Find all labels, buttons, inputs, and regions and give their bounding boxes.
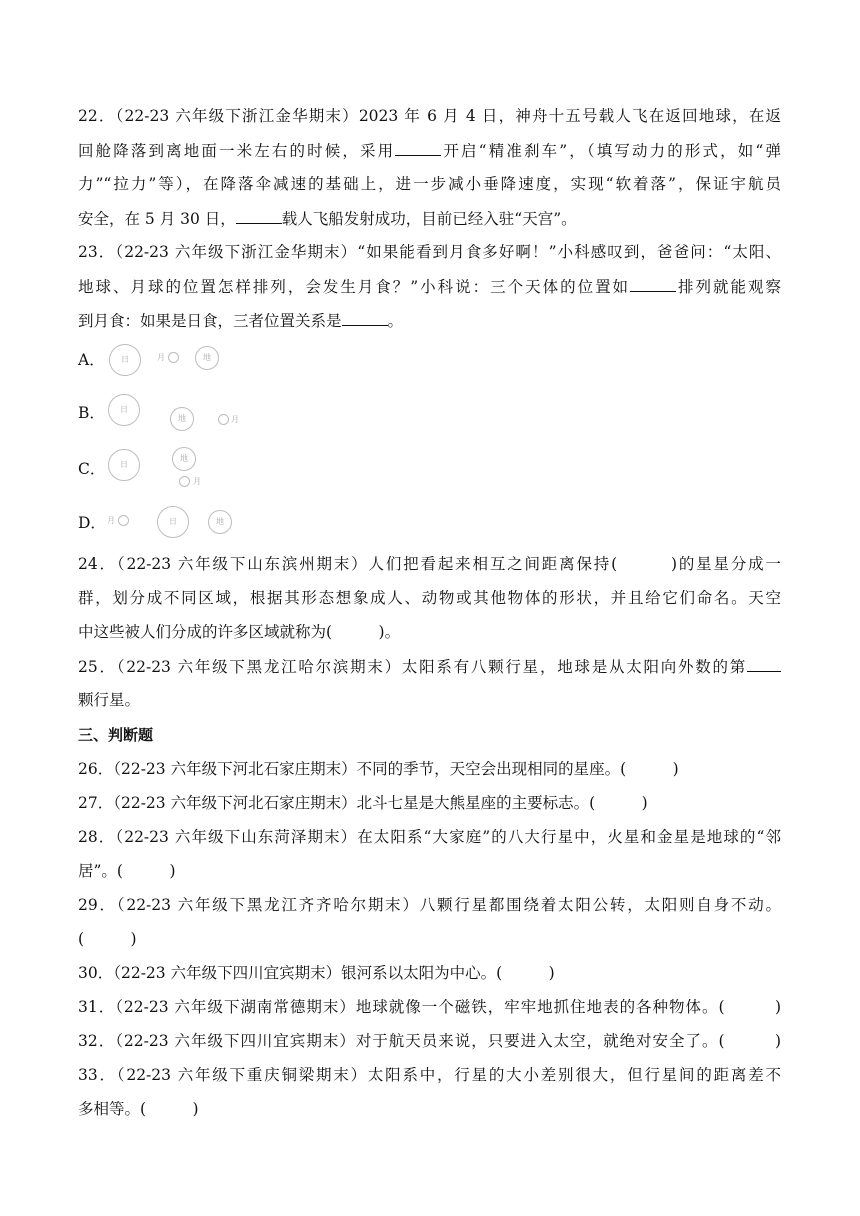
q27-line: 27．（22-23 六年级下河北石家庄期末）北斗七星是大熊星座的主要标志。( ) <box>78 794 648 812</box>
moon-label: 月 <box>193 477 201 486</box>
q22-line-1: 22．（22-23 六年级下浙江金华期末）2023 年 6 月 4 日，神舟十五号载人飞在返回地球，在返 <box>78 107 782 125</box>
q23-line-3: 到月食：如果是日食，三者位置关系是 。 <box>78 312 404 330</box>
moon-label: 月 <box>231 415 239 424</box>
q31-line: 31．（22-23 六年级下湖南常德期末）地球就像一个磁铁，牢牢地抓住地表的各种物体。( ) <box>78 998 781 1016</box>
q32-line: 32．（22-23 六年级下四川宜宾期末）对于航天员来说，只要进入太空，就绝对安全了。( ) <box>78 1032 781 1050</box>
q23-option-c[interactable]: C． <box>78 460 106 478</box>
q24-line-1: 24．（22-23 六年级下山东滨州期末）人们把看起来相互之间距离保持( )的星星分成一 <box>78 555 781 573</box>
sun-circle: 日 <box>108 394 140 426</box>
q28-line-1: 28．（22-23 六年级下山东菏泽期末）在太阳系“大家庭”的八大行星中，火星和金星是地球的“邻 <box>78 828 781 846</box>
q23-blank-2[interactable] <box>342 310 388 326</box>
earth-circle: 地 <box>208 510 232 534</box>
q25-line-2: 颗行星。 <box>78 691 141 709</box>
q22-blank-2[interactable] <box>236 208 282 224</box>
earth-circle: 地 <box>172 447 196 471</box>
moon-circle <box>218 414 229 425</box>
q23-option-a[interactable]: A． <box>78 351 105 369</box>
q22-line-3: 力”“拉力”等），在降落伞减速的基础上，进一步减小垂降速度，实现“软着落”，保证宇航员 <box>78 175 781 193</box>
moon-label: 月 <box>107 516 115 525</box>
q23-line-2: 地球、月球的位置怎样排列，会发生月食？”小科说：三个天体的位置如 排列就能观察 <box>78 278 781 296</box>
q22-line-4: 安全，在 5 月 30 日， 载人飞船发射成功，目前已经入驻“天宫”。 <box>78 210 577 228</box>
section-title: 三、判断题 <box>78 726 154 744</box>
q29-line-1: 29．（22-23 六年级下黑龙江齐齐哈尔期末）八颗行星都围绕着太阳公转，太阳则自身不动。 <box>78 896 781 914</box>
sun-circle: 日 <box>109 344 141 376</box>
sun-circle: 日 <box>157 506 189 538</box>
q26-line: 26．（22-23 六年级下河北石家庄期末）不同的季节，天空会出现相同的星座。( ) <box>78 760 679 778</box>
moon-circle <box>168 352 179 363</box>
q23-line-1: 23．（22-23 六年级下浙江金华期末）“如果能看到月食多好啊！”小科感叹到，爸爸问：“太阳、 <box>78 243 781 261</box>
q33-line-1: 33．（22-23 六年级下重庆铜梁期末）太阳系中，行星的大小差别很大，但行星间的距离差不 <box>78 1066 781 1084</box>
moon-label: 月 <box>157 353 165 362</box>
q23-option-b[interactable]: B． <box>78 404 105 422</box>
earth-circle: 地 <box>170 407 194 431</box>
q25-blank[interactable] <box>747 656 781 672</box>
q29-line-2: ( ) <box>78 930 137 948</box>
q22-line-2: 回舱降落到离地面一米左右的时候，采用 开启“精准刹车”，（填写动力的形式，如“弹 <box>78 142 781 160</box>
q24-line-2: 群，划分成不同区域，根据其形态想象成人、动物或其他物体的形状，并且给它们命名。天空 <box>78 589 781 607</box>
q24-line-3: 中这些被人们分成的许多区域就称为( )。 <box>78 623 401 641</box>
moon-circle <box>118 515 129 526</box>
sun-circle: 日 <box>108 449 140 481</box>
q25-line-1: 25．（22-23 六年级下黑龙江哈尔滨期末）太阳系有八颗行星，地球是从太阳向外数的第 <box>78 656 781 677</box>
earth-circle: 地 <box>195 346 219 370</box>
q33-line-2: 多相等。( ) <box>78 1100 199 1118</box>
q23-blank-1[interactable] <box>630 276 676 292</box>
moon-circle <box>179 476 190 487</box>
q23-option-d[interactable]: D． <box>78 514 106 532</box>
q28-line-2: 居”。( ) <box>78 862 176 880</box>
q22-blank-1[interactable] <box>395 140 441 156</box>
q30-line: 30．（22-23 六年级下四川宜宾期末）银河系以太阳为中心。( ) <box>78 964 555 982</box>
